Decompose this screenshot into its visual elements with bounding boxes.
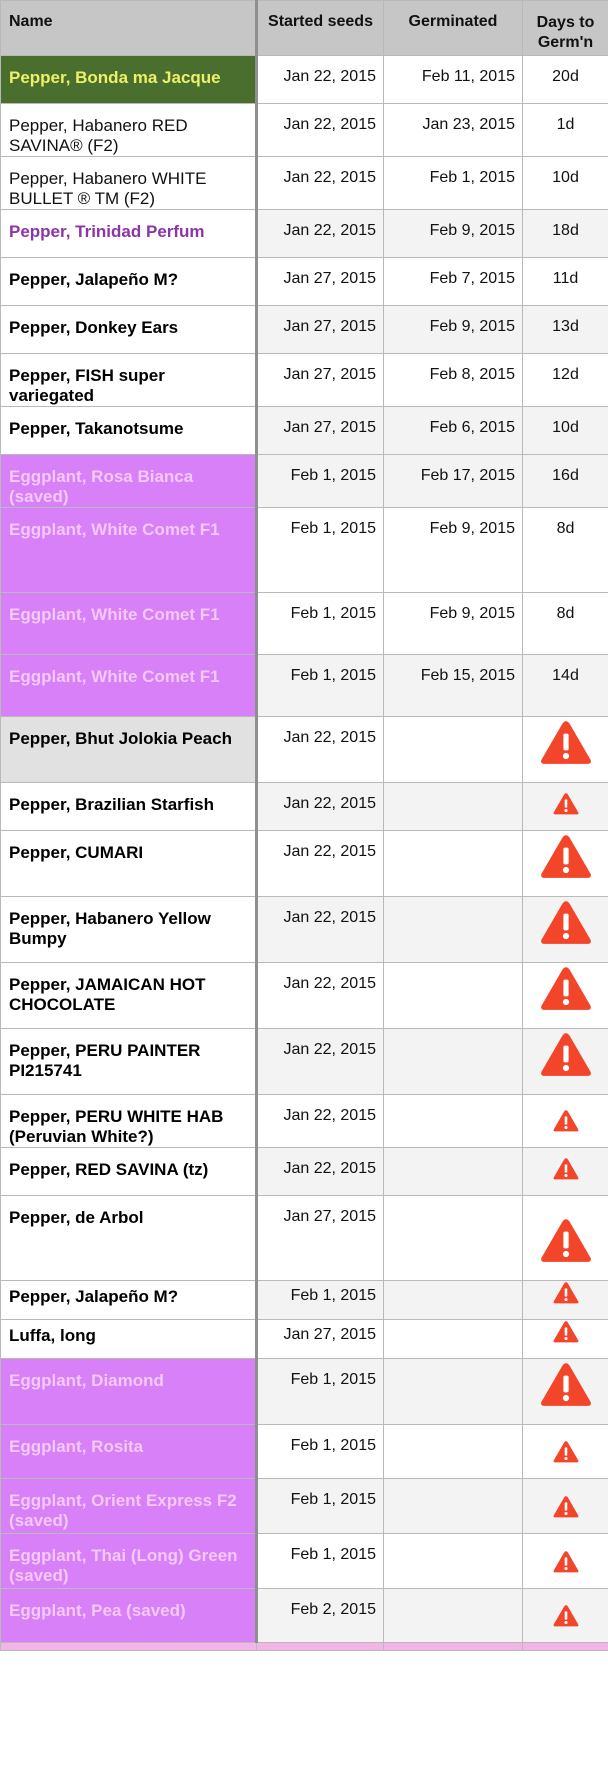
cell-name[interactable]: Pepper, Jalapeño M? (1, 1281, 257, 1320)
small-warning-icon (553, 1440, 579, 1473)
table-row[interactable] (1, 783, 608, 831)
cell-days[interactable]: 11d (523, 258, 608, 306)
table-row[interactable] (1, 897, 608, 963)
cell-days[interactable] (523, 1196, 608, 1281)
cell-started[interactable]: Feb 1, 2015 (257, 508, 384, 593)
table-row[interactable] (1, 455, 608, 508)
table-row[interactable] (1, 593, 608, 655)
cell-days[interactable] (523, 1534, 608, 1589)
cell-germinated[interactable] (384, 783, 523, 831)
table-row[interactable] (1, 717, 608, 783)
column-header-germinated[interactable]: Germinated (384, 1, 523, 56)
large-warning-icon (540, 899, 592, 957)
cell-name[interactable]: Pepper, PERU WHITE HAB (Peruvian White?) (1, 1095, 257, 1148)
cell-germinated[interactable] (384, 963, 523, 1029)
cell-days[interactable]: 13d (523, 306, 608, 354)
cell-days[interactable]: 10d (523, 157, 608, 210)
partial-cell (523, 1643, 608, 1651)
days-header-line-2: Germ'n (537, 34, 594, 51)
cell-name[interactable]: Pepper, PERU PAINTER PI215741 (1, 1029, 257, 1095)
partial-cell (257, 1643, 384, 1651)
table-row[interactable] (1, 1359, 608, 1425)
cell-germinated[interactable]: Feb 11, 2015 (384, 56, 523, 104)
cell-germinated[interactable] (384, 717, 523, 783)
cell-name[interactable]: Eggplant, Orient Express F2 (saved) (1, 1479, 257, 1534)
cell-germinated[interactable] (384, 1320, 523, 1359)
cell-started[interactable]: Jan 22, 2015 (257, 1029, 384, 1095)
cell-name[interactable]: Pepper, de Arbol (1, 1196, 257, 1281)
cell-started[interactable]: Jan 22, 2015 (257, 717, 384, 783)
cell-name[interactable]: Pepper, JAMAICAN HOT CHOCOLATE (1, 963, 257, 1029)
table-row[interactable] (1, 210, 608, 258)
cell-name[interactable]: Pepper, Jalapeño M? (1, 258, 257, 306)
table-row[interactable] (1, 306, 608, 354)
table-row[interactable] (1, 1281, 608, 1320)
cell-days[interactable] (523, 897, 608, 963)
cell-days[interactable] (523, 963, 608, 1029)
cell-germinated[interactable] (384, 1281, 523, 1320)
cell-germinated[interactable]: Feb 8, 2015 (384, 354, 523, 407)
small-warning-icon (553, 1320, 579, 1353)
cell-started[interactable]: Feb 2, 2015 (257, 1589, 384, 1643)
table-row[interactable] (1, 655, 608, 717)
cell-days[interactable] (523, 1359, 608, 1425)
cell-name[interactable]: Pepper, Trinidad Perfum (1, 210, 257, 258)
column-header-days-to-germination[interactable] (523, 1, 608, 56)
large-warning-icon (540, 1361, 592, 1419)
cell-days[interactable] (523, 1281, 608, 1320)
cell-days[interactable] (523, 1148, 608, 1196)
large-warning-icon (540, 1217, 592, 1275)
cell-germinated[interactable] (384, 1589, 523, 1643)
cell-name[interactable]: Pepper, Habanero RED SAVINA® (F2) (1, 104, 257, 157)
cell-started[interactable]: Jan 22, 2015 (257, 1095, 384, 1148)
cell-germinated[interactable] (384, 1534, 523, 1589)
table-row[interactable] (1, 258, 608, 306)
small-warning-icon (553, 1281, 579, 1314)
cell-germinated[interactable] (384, 1029, 523, 1095)
cell-started[interactable]: Jan 22, 2015 (257, 1148, 384, 1196)
cell-germinated[interactable]: Feb 1, 2015 (384, 157, 523, 210)
cell-germinated[interactable]: Feb 17, 2015 (384, 455, 523, 508)
cell-started[interactable]: Feb 1, 2015 (257, 1425, 384, 1479)
large-warning-icon (540, 833, 592, 891)
cell-name[interactable]: Pepper, Bhut Jolokia Peach (1, 717, 257, 783)
cell-started[interactable]: Jan 22, 2015 (257, 831, 384, 897)
cell-germinated[interactable] (384, 897, 523, 963)
cell-name[interactable]: Pepper, Takanotsume (1, 407, 257, 455)
small-warning-icon (553, 1604, 579, 1637)
cell-started[interactable]: Jan 22, 2015 (257, 56, 384, 104)
cell-germinated[interactable]: Feb 6, 2015 (384, 407, 523, 455)
cell-days[interactable]: 14d (523, 655, 608, 717)
column-header-name[interactable]: Name (1, 1, 257, 56)
cell-days[interactable]: 18d (523, 210, 608, 258)
table-row[interactable] (1, 1095, 608, 1148)
cell-germinated[interactable] (384, 1359, 523, 1425)
cell-days[interactable] (523, 1589, 608, 1643)
table-row[interactable] (1, 56, 608, 104)
cell-started[interactable]: Jan 22, 2015 (257, 783, 384, 831)
cell-days[interactable] (523, 1095, 608, 1148)
cell-germinated[interactable] (384, 1148, 523, 1196)
table-row[interactable] (1, 157, 608, 210)
cell-name[interactable]: Eggplant, White Comet F1 (1, 593, 257, 655)
cell-name[interactable]: Pepper, FISH super variegated (1, 354, 257, 407)
partial-cell (384, 1643, 523, 1651)
cell-started[interactable]: Feb 1, 2015 (257, 593, 384, 655)
days-header-line-1: Days to (536, 14, 595, 31)
cell-days[interactable] (523, 783, 608, 831)
cell-started[interactable]: Jan 27, 2015 (257, 1196, 384, 1281)
large-warning-icon (540, 965, 592, 1023)
cell-name[interactable]: Eggplant, Rosita (1, 1425, 257, 1479)
cell-started[interactable]: Jan 22, 2015 (257, 963, 384, 1029)
cell-name[interactable]: Luffa, long (1, 1320, 257, 1359)
cell-days[interactable] (523, 1425, 608, 1479)
cell-days[interactable]: 8d (523, 593, 608, 655)
cell-name[interactable]: Eggplant, White Comet F1 (1, 508, 257, 593)
table-row[interactable] (1, 1029, 608, 1095)
cell-name[interactable]: Pepper, Donkey Ears (1, 306, 257, 354)
cell-started[interactable]: Jan 22, 2015 (257, 104, 384, 157)
small-warning-icon (553, 1495, 579, 1528)
small-warning-icon (553, 792, 579, 825)
table-row[interactable] (1, 1534, 608, 1589)
cell-started[interactable]: Jan 27, 2015 (257, 306, 384, 354)
table-row[interactable] (1, 407, 608, 455)
cell-germinated[interactable] (384, 1196, 523, 1281)
cell-started[interactable]: Jan 27, 2015 (257, 258, 384, 306)
cell-germinated[interactable] (384, 1479, 523, 1534)
cell-started[interactable]: Feb 1, 2015 (257, 1479, 384, 1534)
cell-days[interactable] (523, 1479, 608, 1534)
cell-name[interactable]: Eggplant, Thai (Long) Green (saved) (1, 1534, 257, 1589)
cell-started[interactable]: Feb 1, 2015 (257, 1281, 384, 1320)
table-row[interactable] (1, 1479, 608, 1534)
cell-started[interactable]: Jan 27, 2015 (257, 407, 384, 455)
partial-row (1, 1643, 608, 1651)
cell-name[interactable]: Pepper, Brazilian Starfish (1, 783, 257, 831)
cell-name[interactable]: Eggplant, Pea (saved) (1, 1589, 257, 1643)
header-row (1, 1, 608, 56)
table-row[interactable] (1, 963, 608, 1029)
partial-cell (1, 1643, 257, 1651)
cell-days[interactable]: 16d (523, 455, 608, 508)
column-header-started-seeds[interactable]: Started seeds (257, 1, 384, 56)
cell-germinated[interactable] (384, 1425, 523, 1479)
cell-started[interactable]: Jan 27, 2015 (257, 354, 384, 407)
cell-days[interactable]: 20d (523, 56, 608, 104)
large-warning-icon (540, 719, 592, 777)
cell-started[interactable]: Jan 22, 2015 (257, 210, 384, 258)
cell-germinated[interactable] (384, 1095, 523, 1148)
cell-days[interactable] (523, 717, 608, 783)
cell-started[interactable]: Feb 1, 2015 (257, 1534, 384, 1589)
cell-days[interactable]: 12d (523, 354, 608, 407)
cell-days[interactable]: 8d (523, 508, 608, 593)
cell-name[interactable]: Pepper, Bonda ma Jacque (1, 56, 257, 104)
small-warning-icon (553, 1109, 579, 1142)
cell-started[interactable]: Jan 27, 2015 (257, 1320, 384, 1359)
cell-germinated[interactable]: Feb 7, 2015 (384, 258, 523, 306)
cell-germinated[interactable]: Feb 9, 2015 (384, 210, 523, 258)
table-row[interactable] (1, 354, 608, 407)
cell-name[interactable]: Pepper, RED SAVINA (tz) (1, 1148, 257, 1196)
cell-started[interactable]: Feb 1, 2015 (257, 455, 384, 508)
table-row[interactable] (1, 1196, 608, 1281)
small-warning-icon (553, 1550, 579, 1583)
cell-germinated[interactable] (384, 831, 523, 897)
cell-germinated[interactable]: Feb 9, 2015 (384, 508, 523, 593)
cell-days[interactable] (523, 831, 608, 897)
cell-days[interactable]: 10d (523, 407, 608, 455)
table-row[interactable] (1, 831, 608, 897)
cell-started[interactable]: Jan 22, 2015 (257, 157, 384, 210)
cell-germinated[interactable]: Jan 23, 2015 (384, 104, 523, 157)
cell-germinated[interactable]: Feb 15, 2015 (384, 655, 523, 717)
cell-name[interactable]: Pepper, Habanero Yellow Bumpy (1, 897, 257, 963)
cell-days[interactable]: 1d (523, 104, 608, 157)
cell-days[interactable] (523, 1320, 608, 1359)
cell-germinated[interactable]: Feb 9, 2015 (384, 306, 523, 354)
cell-name[interactable]: Pepper, CUMARI (1, 831, 257, 897)
cell-started[interactable]: Feb 1, 2015 (257, 655, 384, 717)
cell-germinated[interactable]: Feb 9, 2015 (384, 593, 523, 655)
small-warning-icon (553, 1157, 579, 1190)
cell-name[interactable]: Eggplant, White Comet F1 (1, 655, 257, 717)
cell-days[interactable] (523, 1029, 608, 1095)
table-row[interactable] (1, 1148, 608, 1196)
cell-started[interactable]: Feb 1, 2015 (257, 1359, 384, 1425)
table-row[interactable] (1, 1425, 608, 1479)
cell-started[interactable]: Jan 22, 2015 (257, 897, 384, 963)
table-row[interactable] (1, 1320, 608, 1359)
large-warning-icon (540, 1031, 592, 1089)
table-row[interactable] (1, 104, 608, 157)
cell-name[interactable]: Pepper, Habanero WHITE BULLET ® TM (F2) (1, 157, 257, 210)
table-row[interactable] (1, 1589, 608, 1643)
cell-name[interactable]: Eggplant, Rosa Bianca (saved) (1, 455, 257, 508)
table-row[interactable] (1, 508, 608, 593)
cell-name[interactable]: Eggplant, Diamond (1, 1359, 257, 1425)
